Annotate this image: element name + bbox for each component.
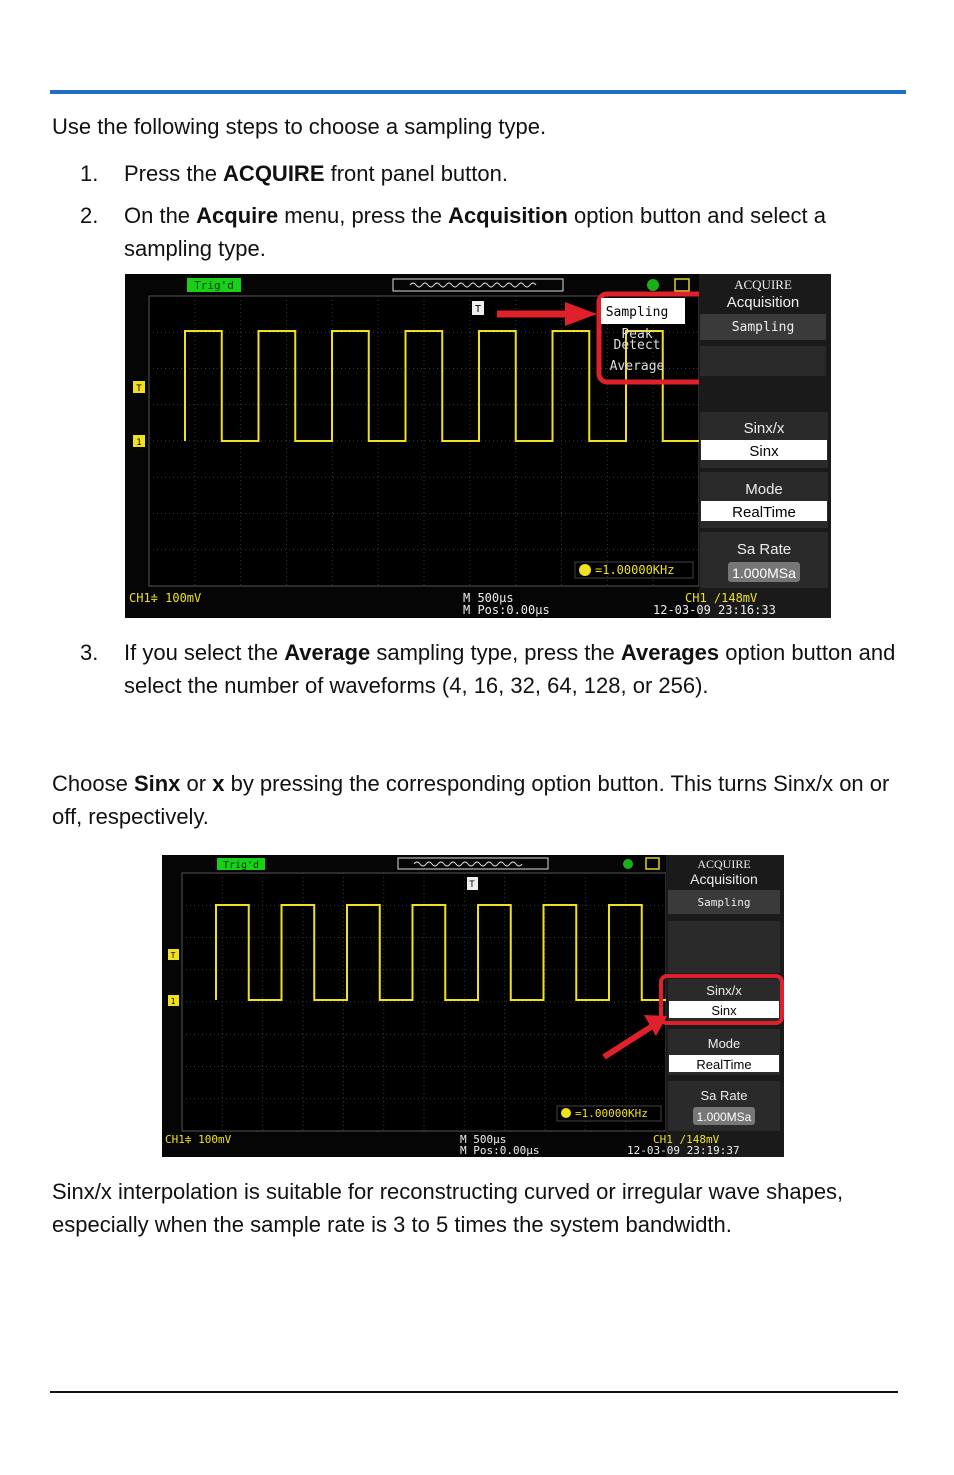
svg-text:Sinx/x: Sinx/x: [706, 983, 742, 998]
menu-slot-empty[interactable]: [700, 346, 826, 376]
svg-text:Sinx: Sinx: [711, 1003, 737, 1018]
step-text: If you select the Average sampling type, press the Averages option button and select the number of waveforms (4, 16, 32, 64, 128, or 256).: [124, 640, 896, 698]
frequency-icon: [579, 564, 591, 576]
sinx-paragraph: Choose Sinx or x by pressing the corresponding option button. This turns Sinx/x on or off, respectively.: [52, 771, 890, 829]
menu-title: ACQUIRE: [697, 857, 751, 871]
svg-text:1: 1: [136, 438, 142, 448]
popup-option-average[interactable]: Average: [609, 359, 665, 374]
svg-text:Sampling: Sampling: [697, 896, 751, 909]
timebase: M 500μs: [460, 1133, 507, 1146]
svg-text:Mode: Mode: [707, 1036, 741, 1051]
frequency-readout: =1.00000KHz: [575, 1107, 648, 1120]
oscilloscope-screenshot-1: [125, 274, 831, 618]
horizontal-position: M Pos:0.00μs: [460, 1144, 540, 1157]
header-rule: [50, 90, 906, 94]
step-number: 1.: [80, 161, 99, 186]
svg-text:Mode: Mode: [745, 481, 783, 498]
svg-text:Sampling: Sampling: [605, 305, 669, 320]
step-number: 3.: [80, 640, 99, 665]
svg-text:1: 1: [170, 997, 176, 1006]
closing-paragraph: Sinx/x interpolation is suitable for reconstructing curved or irregular wave shapes, especially when the sample rate is 3 to 5 times the system bandwidth.: [52, 1179, 844, 1237]
trigger-readout: CH1 ∕148mV: [653, 1133, 720, 1146]
date-time: 12-03-09 23:19:37: [627, 1144, 740, 1157]
svg-text:T: T: [469, 880, 475, 890]
step-text: Press the ACQUIRE front panel button.: [124, 161, 508, 186]
svg-text:1.000MSa: 1.000MSa: [696, 1110, 752, 1124]
horizontal-position: M Pos:0.00μs: [463, 603, 550, 617]
popup-option-detect[interactable]: Detect: [613, 338, 661, 353]
svg-text:Sa Rate: Sa Rate: [736, 541, 792, 558]
svg-text:Sampling: Sampling: [731, 320, 795, 335]
usb-icon: [647, 279, 659, 291]
menu-title: ACQUIRE: [734, 277, 792, 292]
oscilloscope-screenshot-2: [162, 855, 784, 1157]
step-text: On the Acquire menu, press the Acquisition option button and select a sampling type.: [124, 203, 826, 261]
ch1-scale: CH1≑ 100mV: [129, 591, 202, 605]
svg-text:1.000MSa: 1.000MSa: [732, 565, 796, 581]
ch1-scale: CH1≑ 100mV: [165, 1133, 232, 1146]
trig-status: Trig'd: [194, 279, 234, 292]
trigger-readout: CH1 ∕148mV: [685, 591, 758, 605]
usb-icon: [623, 859, 633, 869]
svg-text:RealTime: RealTime: [732, 504, 796, 521]
footer-rule: [50, 1391, 898, 1393]
svg-text:T: T: [136, 384, 142, 394]
step-number: 2.: [80, 203, 99, 228]
svg-text:T: T: [170, 951, 176, 960]
frequency-readout: =1.00000KHz: [595, 563, 675, 577]
acquisition-label: Acquisition: [726, 294, 800, 311]
timebase: M 500μs: [463, 591, 514, 605]
menu-slot-empty[interactable]: [668, 921, 780, 973]
date-time: 12-03-09 23:16:33: [653, 603, 776, 617]
trig-status: Trig'd: [222, 860, 260, 871]
intro-text: Use the following steps to choose a sampling type.: [52, 114, 547, 139]
svg-text:Sinx: Sinx: [749, 443, 779, 460]
svg-text:Sa Rate: Sa Rate: [700, 1088, 748, 1103]
svg-text:Sinx/x: Sinx/x: [743, 420, 785, 437]
svg-text:RealTime: RealTime: [696, 1057, 752, 1072]
svg-text:T: T: [474, 304, 482, 315]
acquisition-label: Acquisition: [690, 871, 758, 887]
frequency-icon: [561, 1108, 571, 1118]
popup-option-peak[interactable]: Peak: [621, 327, 653, 342]
